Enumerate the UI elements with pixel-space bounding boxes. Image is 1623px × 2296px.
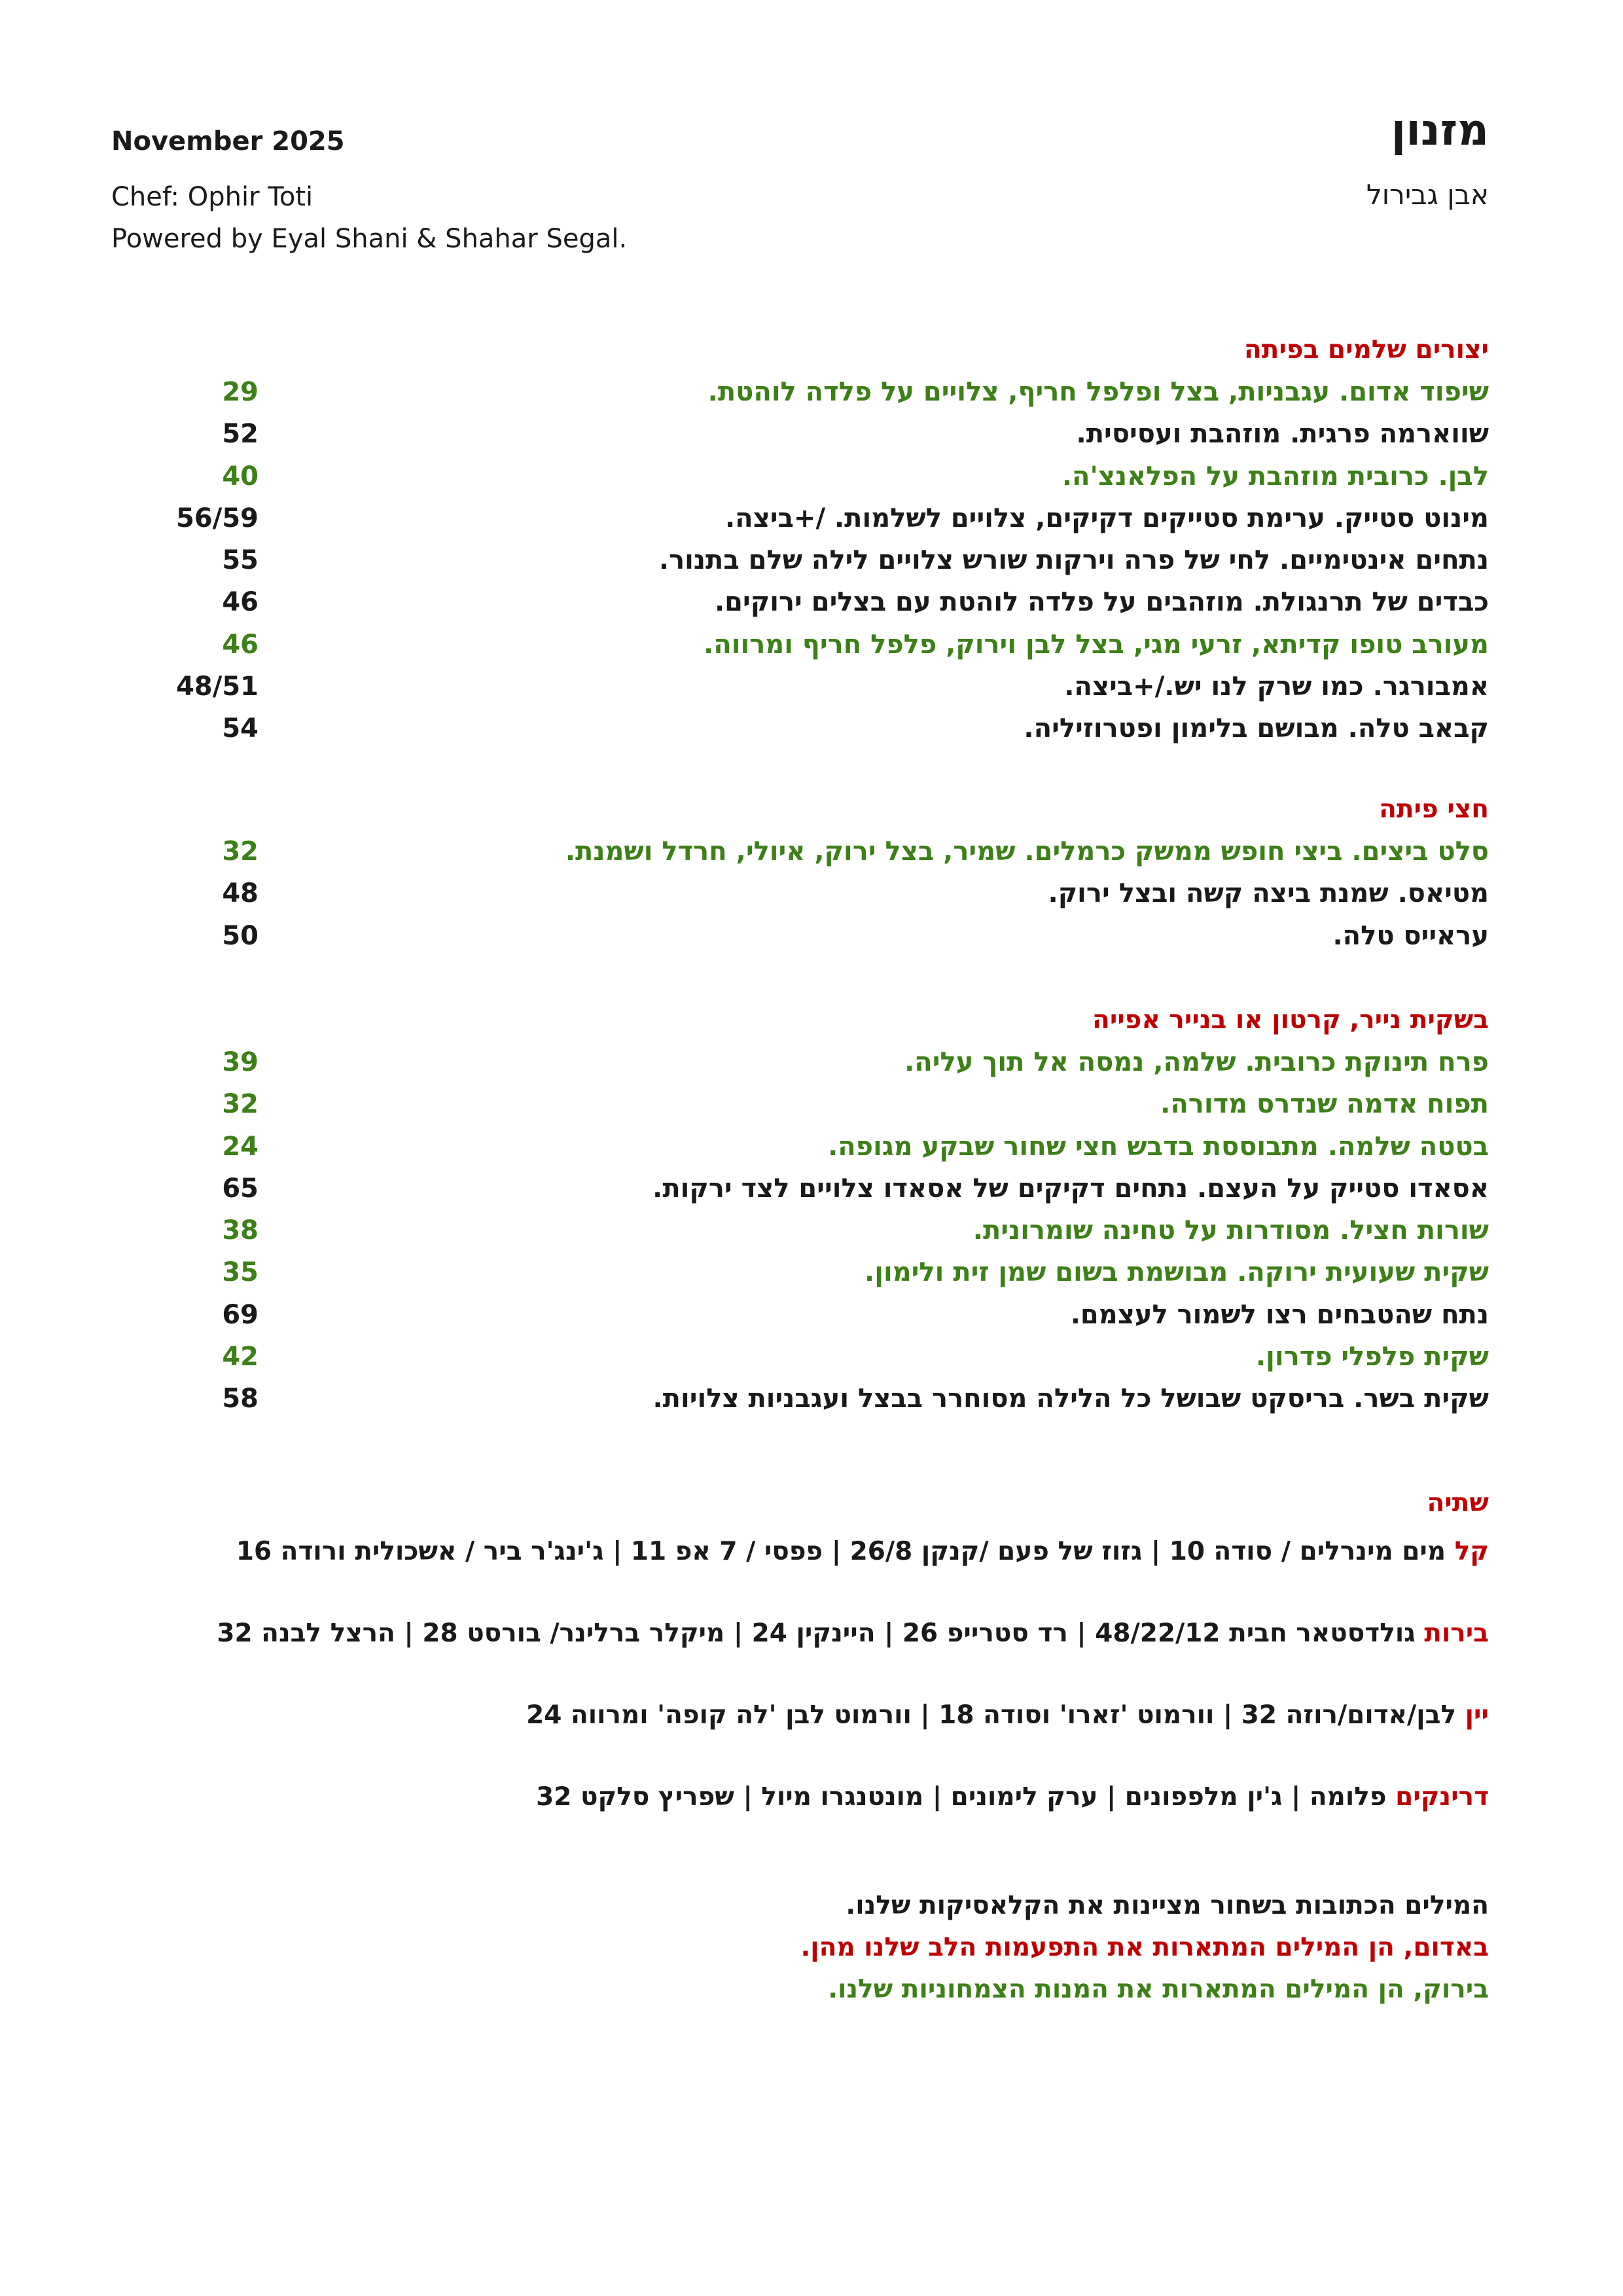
- item-price: 46: [222, 629, 259, 660]
- menu-item: [157, 624, 1489, 666]
- item-description: עראייס טלה.: [1332, 920, 1489, 951]
- menu-item: [157, 1251, 1489, 1293]
- item-description: שקית פלפלי פדרון.: [1255, 1342, 1489, 1372]
- menu-item: [157, 1210, 1489, 1251]
- item-description: קבאב טלה. מבושם בלימון ופטרוזיליה.: [1024, 713, 1489, 744]
- item-price: 54: [222, 713, 259, 744]
- color-legend: [800, 1885, 1489, 2011]
- menu-date: November 2025: [111, 126, 345, 156]
- menu-item: [157, 1294, 1489, 1336]
- menu-item: [157, 413, 1489, 455]
- menu-item: [157, 1083, 1489, 1125]
- item-description: מטיאס. שמנת ביצה קשה ובצל ירוק.: [1048, 878, 1489, 909]
- drink-list: פלומה | ג'ין מלפפונים | ערק לימונים | מונטנגרו מיול | שפריץ סלקט 32: [536, 1782, 1387, 1812]
- item-description: בטטה שלמה. מתבוססת בדבש חצי שחור שבקע מגופה.: [828, 1131, 1489, 1162]
- section-title: שתיה: [1427, 1488, 1489, 1518]
- item-price: 32: [222, 1089, 259, 1120]
- drink-row: [196, 1532, 1489, 1614]
- menu-item: [157, 456, 1489, 497]
- menu-item: [157, 915, 1489, 957]
- item-price: 29: [222, 377, 259, 407]
- item-price: 35: [222, 1257, 259, 1288]
- section-title: בשקית נייר, קרטון או בנייר אפייה: [1092, 1005, 1489, 1035]
- item-description: אסאדו סטייק על העצם. נתחים דקיקים של אסאדו צלויים לצד ירקות.: [652, 1173, 1489, 1204]
- item-price: 69: [222, 1299, 259, 1330]
- powered-by: Powered by Eyal Shani & Shahar Segal.: [111, 224, 628, 254]
- drink-category: קל: [1454, 1537, 1489, 1566]
- item-description: שווארמה פרגית. מוזהבת ועסיסית.: [1076, 419, 1489, 450]
- item-price: 42: [222, 1342, 259, 1372]
- item-price: 24: [222, 1131, 259, 1162]
- item-description: כבדים של תרנגולת. מוזהבים על פלדה לוהטת עם בצלים ירוקים.: [714, 587, 1489, 618]
- item-price: 58: [222, 1384, 259, 1414]
- item-price: 38: [222, 1215, 259, 1246]
- item-description: נתחים אינטימיים. לחי של פרה וירקות שורש צלויים לילה שלם בתנור.: [658, 545, 1489, 576]
- section-whole-in-pita: [157, 329, 1489, 750]
- page-subtitle: אבן גבירול: [1366, 179, 1489, 211]
- item-description: מינוט סטייק. ערימת סטייקים דקיקים, צלויים לשלמות. /+ביצה.: [724, 503, 1489, 533]
- drink-row: [196, 1614, 1489, 1696]
- section-title: חצי פיתה: [1379, 795, 1489, 824]
- drink-row: [196, 1696, 1489, 1778]
- item-price: 46: [222, 587, 259, 618]
- drink-category: יין: [1465, 1700, 1489, 1730]
- drink-row: [196, 1778, 1489, 1859]
- legend-green: בירוק, הן המילים המתארות את המנות הצמחוניות שלנו.: [828, 1975, 1489, 2004]
- drink-list: גולדסטאר חבית 48/22/12 | רד סטרייפ 26 | היינקין 24 | מיקלר ברלינר/ בורסט 28 | הרצל לבנה 32: [217, 1619, 1416, 1648]
- section-half-pita: [157, 789, 1489, 957]
- menu-item: [157, 539, 1489, 581]
- item-description: שקית שעועית ירוקה. מבושמת בשום שמן זית ולימון.: [865, 1257, 1489, 1288]
- legend-red: באדום, הן המילים המתארות את התפעמות הלב שלנו מהן.: [800, 1933, 1489, 1962]
- item-description: שורות חציל. מסודרות על טחינה שומרונית.: [972, 1215, 1489, 1246]
- menu-item: [157, 872, 1489, 914]
- item-description: לבן. כרובית מוזהבת על הפלאנצ'ה.: [1061, 461, 1489, 492]
- menu-item: [157, 666, 1489, 708]
- menu-item: [157, 708, 1489, 749]
- item-price: 48/51: [176, 672, 259, 702]
- drink-category: דרינקים: [1395, 1782, 1489, 1812]
- menu-item: [157, 581, 1489, 623]
- item-description: סלט ביצים. ביצי חופש ממשק כרמלים. שמיר, בצל ירוק, איולי, חרדל ושמנת.: [565, 836, 1489, 867]
- item-price: 48: [222, 878, 259, 909]
- item-price: 52: [222, 419, 259, 450]
- item-description: נתח שהטבחים רצו לשמור לעצמם.: [1070, 1299, 1489, 1330]
- chef-credit: Chef: Ophir Toti: [111, 182, 313, 212]
- menu-item: [157, 371, 1489, 413]
- page-title: מזנון: [1391, 105, 1489, 155]
- menu-item: [157, 1126, 1489, 1168]
- legend-black: המילים הכתובות בשחור מציינות את הקלאסיקות שלנו.: [846, 1891, 1489, 1920]
- item-price: 65: [222, 1173, 259, 1204]
- drink-list: לבן/אדום/רוזה 32 | וורמוט 'זארו' וסודה 18 | וורמוט לבן 'לה קופה' ומרווה 24: [526, 1700, 1457, 1730]
- item-price: 50: [222, 920, 259, 951]
- item-price: 40: [222, 461, 259, 492]
- item-description: שיפוד אדום. עגבניות, בצל ופלפל חריף, צלויים על פלדה לוהטת.: [707, 377, 1489, 407]
- item-price: 56/59: [176, 503, 259, 533]
- item-price: 39: [222, 1047, 259, 1077]
- menu-item: [157, 497, 1489, 539]
- menu-item: [157, 1168, 1489, 1210]
- item-description: אמבורגר. כמו שרק לנו יש./+ביצה.: [1064, 672, 1489, 702]
- menu-item: [157, 1336, 1489, 1378]
- item-description: תפוח אדמה שנדרס מדורה.: [1160, 1089, 1489, 1120]
- menu-item: [157, 831, 1489, 872]
- section-title: יצורים שלמים בפיתה: [1244, 335, 1489, 365]
- drink-list: מים מינרלים / סודה 10 | גזוז של פעם /קנקן 26/8 | פפסי / 7 אפ 11 | ג'ינג'ר ביר / אשכולית ורודה 16: [236, 1537, 1446, 1566]
- menu-item: [157, 1378, 1489, 1420]
- item-description: מעורב טופו קדיתא, זרעי מגי, בצל לבן וירוק, פלפל חריף ומרווה.: [704, 629, 1489, 660]
- item-price: 55: [222, 545, 259, 576]
- item-description: פרח תינוקת כרובית. שלמה, נמסה אל תוך עליה.: [904, 1047, 1489, 1077]
- drink-category: בירות: [1424, 1619, 1489, 1648]
- item-description: שקית בשר. בריסקט שבושל כל הלילה מסוחרר בבצל ועגבניות צלויות.: [652, 1384, 1489, 1414]
- item-price: 32: [222, 836, 259, 867]
- section-drinks: [196, 1482, 1489, 1859]
- section-paper-bag: [157, 999, 1489, 1420]
- menu-item: [157, 1041, 1489, 1083]
